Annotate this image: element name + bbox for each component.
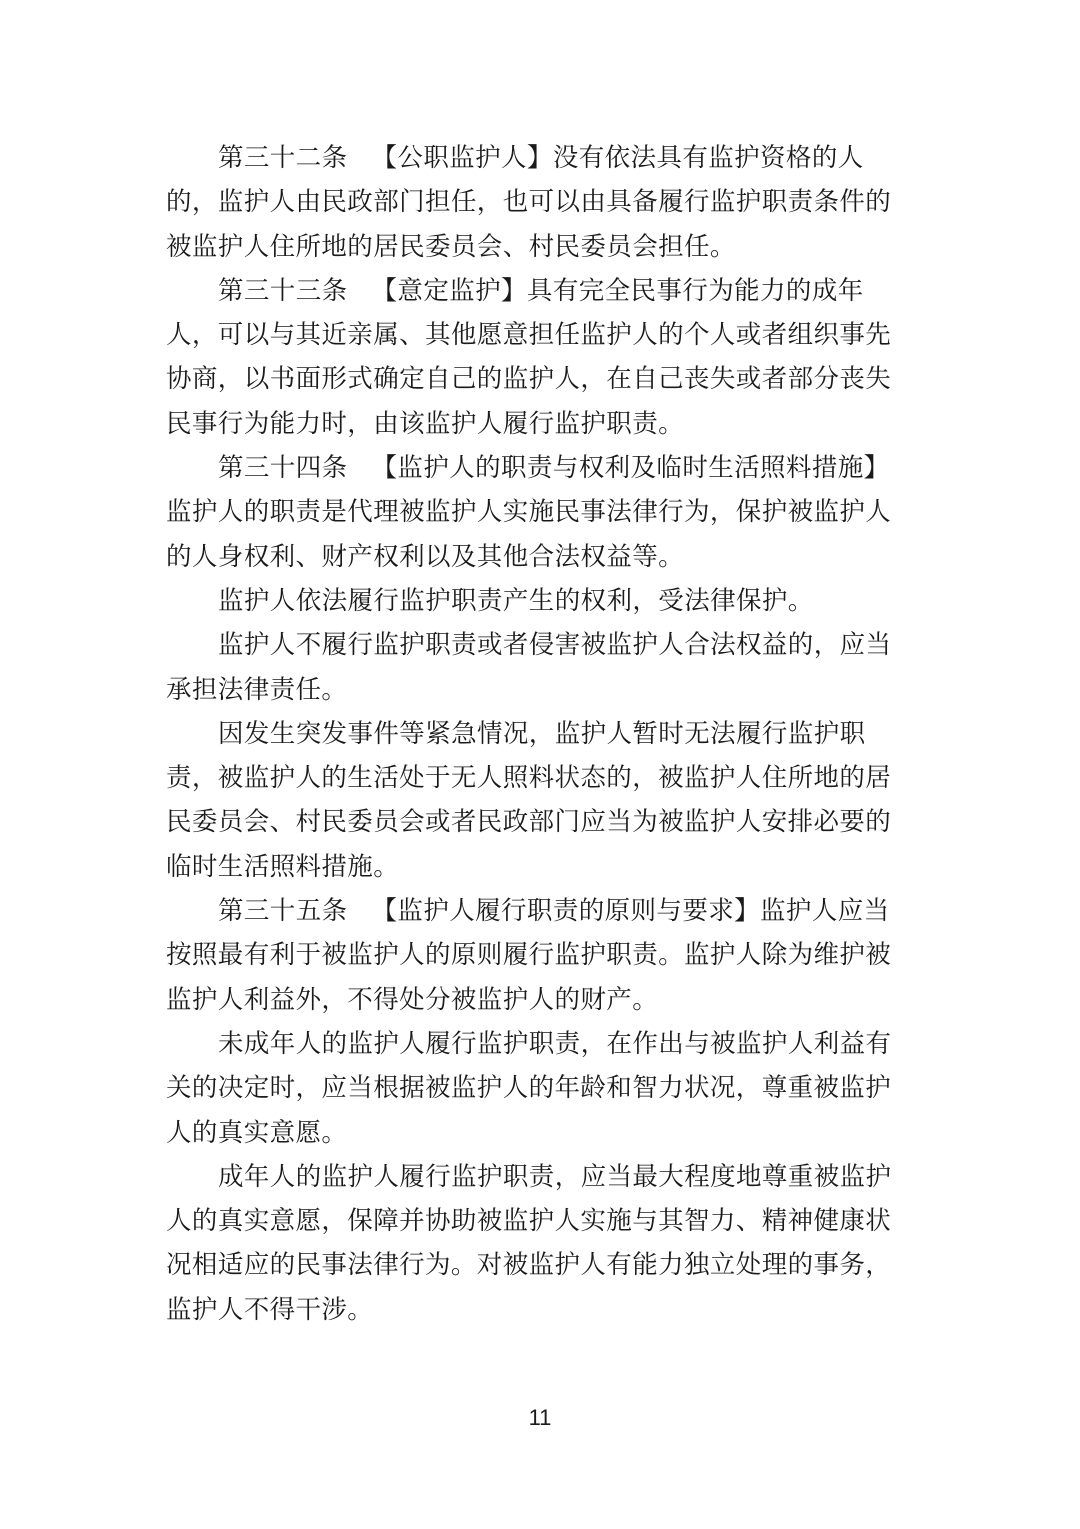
paragraph-35-clause-3 [166,1155,906,1332]
article-number: 第三十三条 [218,275,348,306]
paragraph-text: 成年人的监护人履行监护职责，应当最大程度地尊重被监护人的真实意愿，保障并协助被监护人实施与其智力、精神健康状况相适应的民事法律行为。对被监护人有能力独立处理的事务，监护人不得干涉。 [166,1161,892,1325]
page-number: 11 [528,1405,552,1430]
paragraph-article-33 [166,269,906,446]
article-number: 第三十五条 [218,896,348,927]
article-number: 第三十四条 [218,453,348,484]
paragraph-article-34 [166,446,906,579]
paragraph-text: 监护人依法履行监护职责产生的权利，受法律保护。 [218,585,814,616]
body-text [166,136,906,1332]
paragraph-article-35 [166,889,906,1022]
paragraph-text: 【意定监护】具有完全民事行为能力的成年人，可以与其近亲属、其他愿意担任监护人的个人或者组织事先协商，以书面形式确定自己的监护人，在自己丧失或者部分丧失民事行为能力时，由该监护人履行监护职责。 [166,275,892,439]
paragraph-text: 监护人不履行监护职责或者侵害被监护人合法权益的，应当承担法律责任。 [166,630,892,705]
paragraph-text: 【监护人履行职责的原则与要求】监护人应当按照最有利于被监护人的原则履行监护职责。监护人除为维护被监护人利益外，不得处分被监护人的财产。 [166,896,892,1015]
paragraph-35-clause-2 [166,1022,906,1155]
paragraph-34-clause-3 [166,623,906,712]
paragraph-text: 【监护人的职责与权利及临时生活照料措施】监护人的职责是代理被监护人实施民事法律行为，保护被监护人的人身权利、财产权利以及其他合法权益等。 [166,453,892,572]
paragraph-text: 未成年人的监护人履行监护职责，在作出与被监护人利益有关的决定时，应当根据被监护人的年龄和智力状况，尊重被监护人的真实意愿。 [166,1028,892,1148]
paragraph-article-32 [166,136,906,269]
article-number: 第三十二条 [218,143,348,173]
paragraph-34-clause-4 [166,712,906,889]
paragraph-text: 因发生突发事件等紧急情况，监护人暂时无法履行监护职责，被监护人的生活处于无人照料状态的，被监护人住所地的居民委员会、村民委员会或者民政部门应当为被监护人安排必要的临时生活照料措施。 [166,718,892,882]
paragraph-34-clause-2 [166,579,906,623]
paragraph-text: 【公职监护人】没有依法具有监护资格的人的，监护人由民政部门担任，也可以由具备履行监护职责条件的被监护人住所地的居民委员会、村民委员会担任。 [166,143,892,262]
